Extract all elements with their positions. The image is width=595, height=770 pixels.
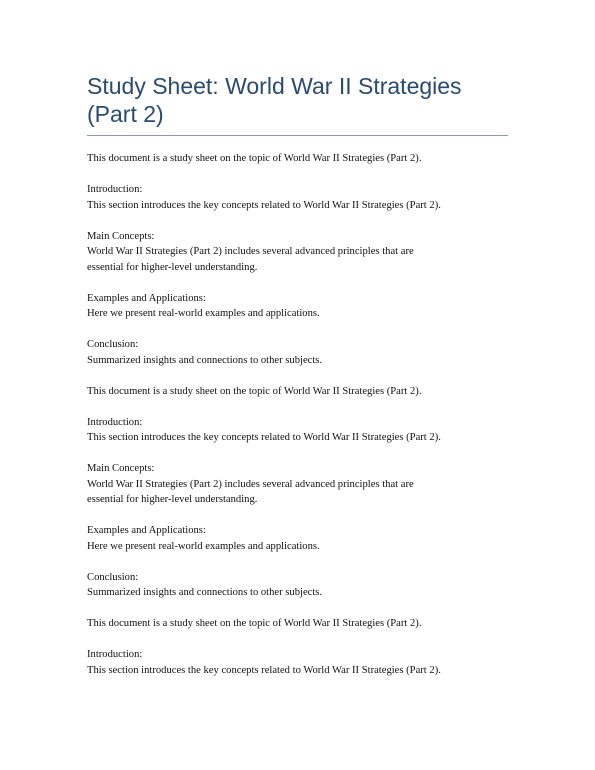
paragraph-line: Here we present real-world examples and applications.: [87, 308, 320, 319]
paragraph-line: This document is a study sheet on the topic of World War II Strategies (Part 2).: [87, 153, 422, 164]
paragraph: [87, 337, 517, 368]
paragraph-line: Summarized insights and connections to other subjects.: [87, 587, 323, 598]
section-heading: Introduction:: [87, 184, 143, 195]
paragraph: [87, 182, 517, 213]
paragraph: [87, 523, 517, 554]
paragraph: [87, 229, 517, 276]
title-line-2: (Part 2): [87, 101, 164, 127]
paragraph-line: essential for higher-level understanding.: [87, 261, 258, 273]
section-heading: Conclusion:: [87, 571, 139, 583]
paragraph-line: World War II Strategies (Part 2) includes several advanced principles that are: [87, 246, 414, 257]
section-heading: Examples and Applications:: [87, 292, 206, 304]
paragraph: [87, 461, 517, 508]
paragraph: [87, 570, 517, 601]
document-body: [87, 151, 517, 694]
paragraph-line: This section introduces the key concepts related to World War II Strategies (Part 2).: [87, 432, 441, 443]
section-heading: Introduction:: [87, 649, 143, 660]
paragraph: [87, 415, 517, 446]
paragraph-line: This document is a study sheet on the topic of World War II Strategies (Part 2).: [87, 385, 422, 397]
paragraph-line: Here we present real-world examples and applications.: [87, 540, 320, 552]
title-divider: [87, 135, 508, 136]
section-heading: Introduction:: [87, 416, 143, 428]
paragraph-line: World War II Strategies (Part 2) includes several advanced principles that are: [87, 478, 414, 490]
paragraph-line: Summarized insights and connections to other subjects.: [87, 354, 323, 366]
section-heading: Examples and Applications:: [87, 525, 206, 536]
paragraph-line: This section introduces the key concepts related to World War II Strategies (Part 2).: [87, 199, 441, 211]
paragraph: [87, 151, 517, 167]
paragraph-line: This section introduces the key concepts related to World War II Strategies (Part 2).: [87, 664, 441, 676]
paragraph-line: This document is a study sheet on the topic of World War II Strategies (Part 2).: [87, 618, 422, 629]
paragraph: [87, 647, 517, 678]
paragraph-line: essential for higher-level understanding.: [87, 494, 258, 505]
section-heading: Main Concepts:: [87, 230, 155, 242]
section-heading: Main Concepts:: [87, 463, 155, 474]
paragraph: [87, 384, 517, 400]
title-line-1: Study Sheet: World War II Strategies: [87, 73, 462, 99]
page-title: [87, 72, 517, 128]
paragraph: [87, 291, 517, 322]
paragraph: [87, 616, 517, 632]
section-heading: Conclusion:: [87, 339, 139, 350]
